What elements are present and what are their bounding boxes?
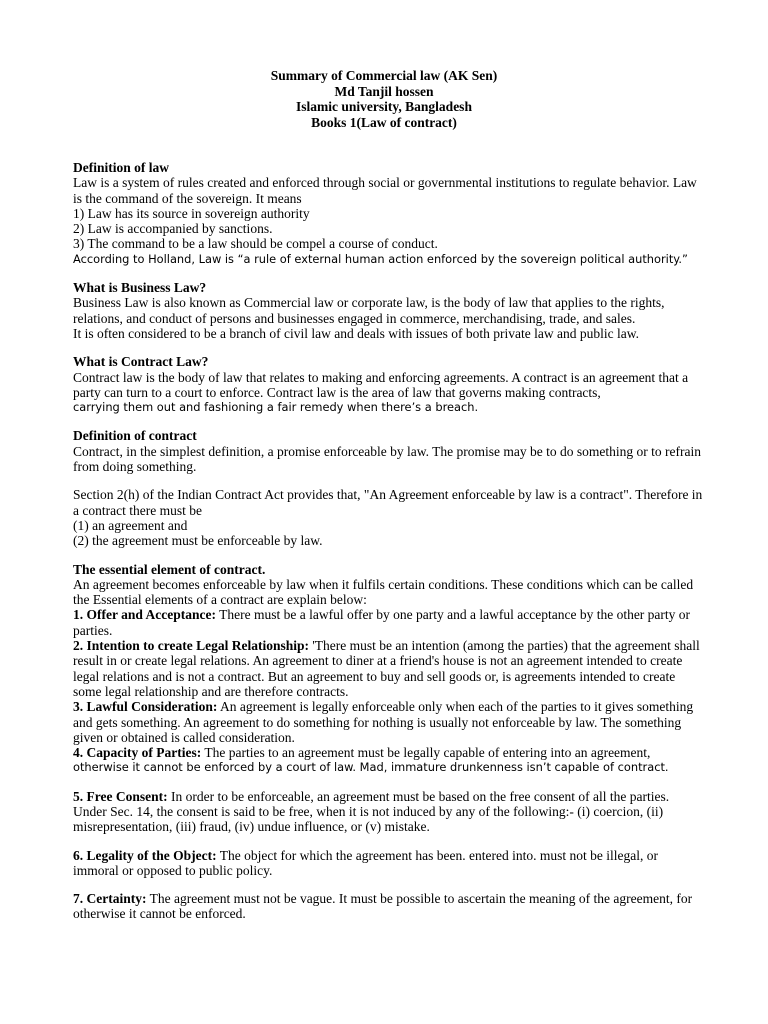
paragraph: Section 2(h) of the Indian Contract Act provides that, "An Agreement enforceable by law is a contract". Therefore in a contract there must be (73, 487, 703, 518)
list-item: (1) an agreement and (73, 517, 188, 533)
element-item (73, 699, 705, 745)
list-item: 3) The command to be a law should be compel a course of conduct. (73, 236, 438, 252)
element-label: 1. Offer and Acceptance: (73, 607, 216, 623)
section-definition-of-law (73, 160, 705, 267)
section-essential-elements (73, 562, 705, 922)
element-label: 3. Lawful Consideration: (73, 699, 218, 715)
element-label: 6. Legality of the Object: (73, 847, 217, 863)
section-heading: Definition of contract (73, 428, 197, 444)
author-name: Md Tanjil hossen (334, 83, 434, 99)
element-item (73, 891, 705, 922)
element-item (73, 638, 705, 699)
element-text: The object for which the agreement has been. entered into. must not be illegal, or immoral or opposed to public policy. (73, 847, 658, 878)
element-text: otherwise it cannot be enforced by a court of law. Mad, immature drunkenness isn’t capable of contract. (73, 760, 669, 775)
element-label: 5. Free Consent: (73, 788, 168, 804)
section-heading: The essential element of contract. (73, 561, 266, 577)
element-label: 2. Intention to create Legal Relationship: (73, 638, 309, 654)
institution: Islamic university, Bangladesh (296, 99, 472, 115)
element-item (73, 607, 705, 638)
paragraph: It is often considered to be a branch of civil law and deals with issues of both private law and public law. (73, 325, 639, 341)
section-heading: Definition of law (73, 160, 169, 175)
book-title: Books 1(Law of contract) (311, 114, 457, 130)
paragraph: Business Law is also known as Commercial law or corporate law, is the body of law that applies to the rights, relations, and conduct of persons and businesses engaged in commerce, merchandising, trade, and sales. (73, 295, 665, 326)
paragraph: carrying them out and fashioning a fair remedy when there’s a breach. (73, 400, 479, 415)
element-text: The parties to an agreement must be legally capable of entering into an agreement, (201, 745, 651, 761)
list-item: 1) Law has its source in sovereign authority (73, 205, 310, 221)
section-business-law (73, 280, 705, 341)
element-label: 4. Capacity of Parties: (73, 745, 202, 761)
document-header (0, 68, 768, 130)
element-text: There must be a lawful offer by one party and a lawful acceptance by the other party or parties. (73, 607, 691, 638)
element-text: In order to be enforceable, an agreement must be based on the free consent of all the parties. Under Sec. 14, the consent is said to be free, when it is not induced by any of the following:- (i) coercion, (ii) misrepresentation, (iii) fraud, (iv) undue influence, or (v) mistake. (73, 788, 670, 835)
element-label: 7. Certainty: (73, 891, 147, 907)
element-text: 'There must be an intention (among the parties) that the agreement shall result in or create legal relations. An agreement to diner at a friend's house is not an agreement intended to create legal relations and is not a contract. But an agreement to buy and sell goods or, is agreements intended to create some legal relationship and are therefore contracts. (73, 638, 700, 699)
list-item: (2) the agreement must be enforceable by law. (73, 533, 323, 549)
section-heading: What is Contract Law? (73, 354, 209, 370)
section-contract-law (73, 354, 705, 415)
paragraph: Law is a system of rules created and enforced through social or governmental institutions to regulate behavior. Law is the command of the sovereign. It means (73, 175, 697, 206)
holland-quote: According to Holland, Law is “a rule of external human action enforced by the sovereign political authority.” (73, 251, 688, 266)
element-text: An agreement is legally enforceable only when each of the parties to it gives something and gets something. An agreement to do something for nothing is usually not enforceable by law. The something given or obtained is called consideration. (73, 699, 694, 745)
section-heading: What is Business Law? (73, 280, 207, 296)
paragraph: An agreement becomes enforceable by law when it fulfils certain conditions. These conditions which can be called the Essential elements of a contract are explain below: (73, 576, 694, 608)
paragraph: Contract law is the body of law that relates to making and enforcing agreements. A contract is an agreement that a party can turn to a court to enforce. Contract law is the area of law that governs making contracts, (73, 369, 689, 400)
document-title: Summary of Commercial law (AK Sen) (270, 68, 498, 83)
element-item (73, 848, 705, 879)
document-body (73, 160, 705, 935)
paragraph: Contract, in the simplest definition, a promise enforceable by law. The promise may be to do something or to refrain from doing something. (73, 443, 701, 475)
element-text: The agreement must not be vague. It must be possible to ascertain the meaning of the agreement, for otherwise it cannot be enforced. (73, 891, 693, 922)
section-definition-of-contract (73, 428, 705, 548)
list-item: 2) Law is accompanied by sanctions. (73, 221, 273, 237)
element-item (73, 789, 705, 835)
element-item (73, 745, 705, 760)
